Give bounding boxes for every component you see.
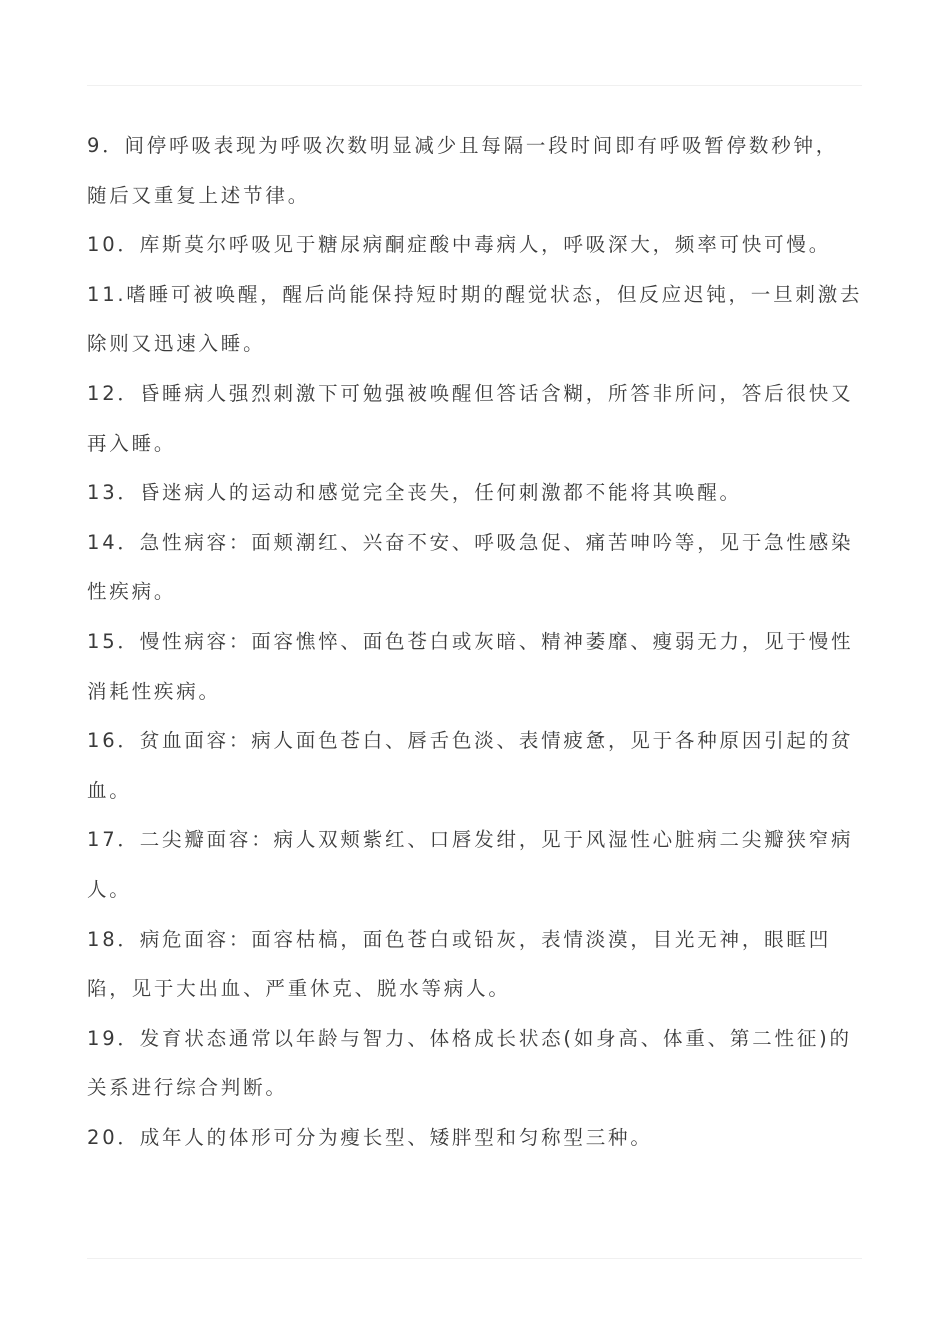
text-line: 18．病危面容：面容枯槁，面色苍白或铅灰，表情淡漠，目光无神，眼眶凹 xyxy=(87,927,832,951)
text-line: 12．昏睡病人强烈刺激下可勉强被唤醒但答话含糊，所答非所问，答后很快又 xyxy=(87,381,854,405)
text-line: 9．间停呼吸表现为呼吸次数明显减少且每隔一段时间即有呼吸暂停数秒钟， xyxy=(87,134,839,157)
text-line: 20．成年人的体形可分为瘦长型、矮胖型和匀称型三种。 xyxy=(87,1125,653,1149)
document-body xyxy=(87,121,862,1162)
text-line: 15．慢性病容：面容憔悴、面色苍白或灰暗、精神萎靡、瘦弱无力，见于慢性 xyxy=(87,629,854,653)
text-line: 13．昏迷病人的运动和感觉完全丧失，任何刺激都不能将其唤醒。 xyxy=(87,481,742,505)
bottom-divider xyxy=(87,1258,862,1259)
text-line: 随后又重复上述节律。 xyxy=(87,183,311,207)
text-line: 再入睡。 xyxy=(87,431,177,455)
text-line: 消耗性疾病。 xyxy=(87,679,221,703)
text-line: 19．发育状态通常以年龄与智力、体格成长状态(如身高、体重、第二性征)的 xyxy=(87,1026,852,1050)
text-line: 陷，见于大出血、严重休克、脱水等病人。 xyxy=(87,977,511,1001)
text-line: 17．二尖瓣面容：病人双颊紫红、口唇发绀，见于风湿性心脏病二尖瓣狭窄病 xyxy=(87,828,854,852)
text-line: 10．库斯莫尔呼吸见于糖尿病酮症酸中毒病人，呼吸深大，频率可快可慢。 xyxy=(87,233,832,257)
top-divider xyxy=(87,85,862,86)
text-line: 性疾病。 xyxy=(87,580,177,604)
text-line: 关系进行综合判断。 xyxy=(87,1076,288,1100)
text-line: 14．急性病容：面颊潮红、兴奋不安、呼吸急促、痛苦呻吟等，见于急性感染 xyxy=(87,530,854,554)
text-line: 人。 xyxy=(87,877,132,901)
text-line: 16．贫血面容：病人面色苍白、唇舌色淡、表情疲惫，见于各种原因引起的贫 xyxy=(87,729,854,753)
text-line: 血。 xyxy=(87,778,132,802)
text-line: 11.嗜睡可被唤醒，醒后尚能保持短时期的醒觉状态，但反应迟钝，一旦刺激去 xyxy=(87,282,863,306)
text-line: 除则又迅速入睡。 xyxy=(87,332,266,356)
